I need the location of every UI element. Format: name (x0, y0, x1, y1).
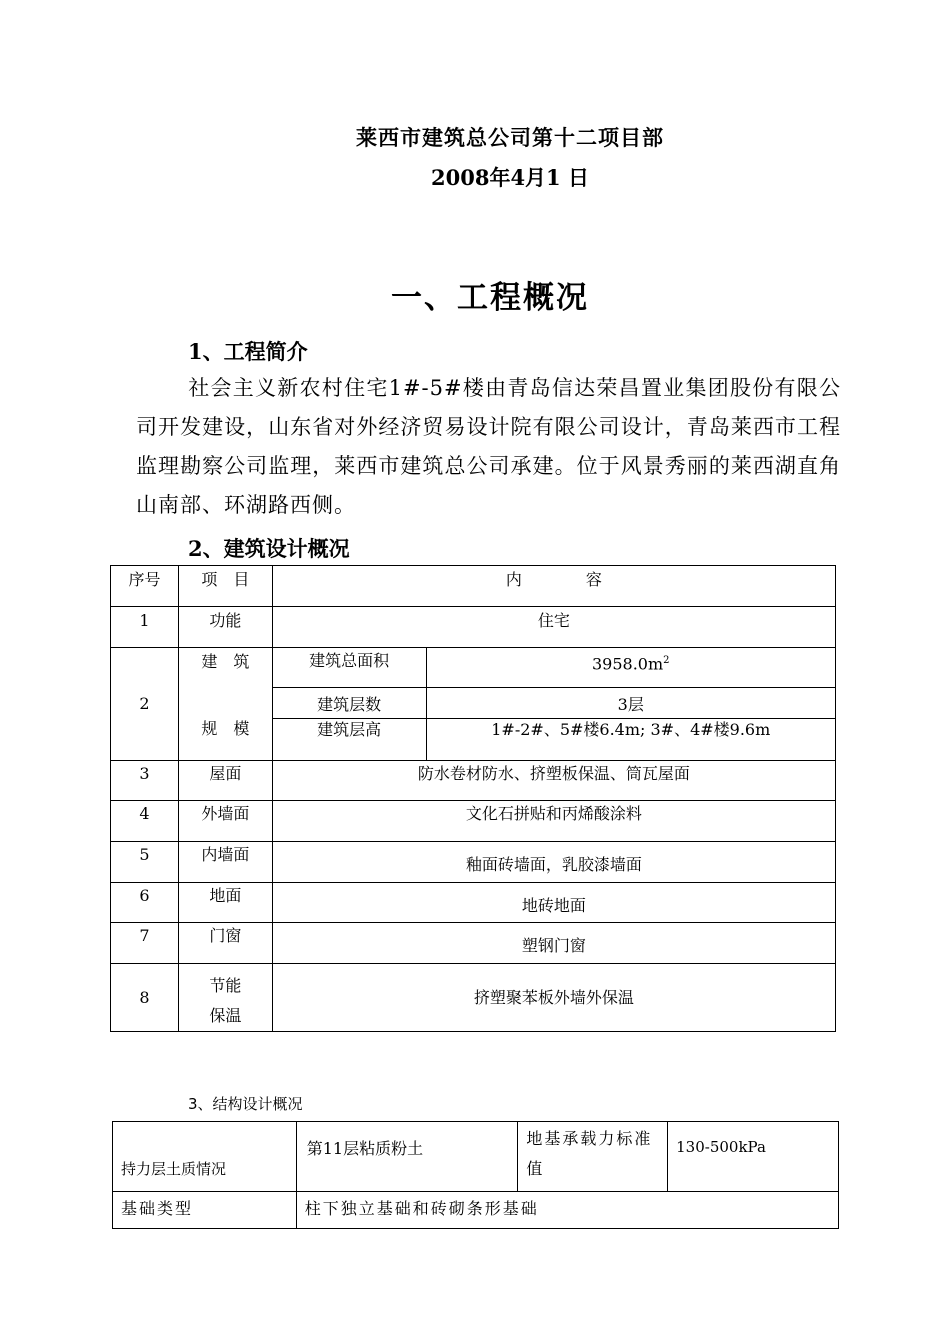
sub-label: 建筑层高 (272, 719, 426, 761)
table-row (111, 607, 836, 648)
row-no: 4 (111, 801, 179, 842)
sub-label: 建筑总面积 (272, 648, 426, 688)
foundation-type-value: 柱下独立基础和砖砌条形基础 (296, 1192, 838, 1229)
row-content: 挤塑聚苯板外墙外保温 (272, 964, 835, 1032)
item-bottom-label: 保温 (209, 1006, 242, 1025)
company-name: 莱西市建筑总公司第十二项目部 (356, 125, 664, 150)
row-item: 地面 (178, 883, 272, 923)
header-no: 序号 (111, 566, 179, 607)
area-value: 3958.0m (592, 654, 664, 674)
row-item-scale (178, 648, 272, 761)
row-no: 1 (111, 607, 179, 648)
bearing-capacity-label: 地基承载力标准值 (518, 1122, 668, 1192)
row-item: 屋面 (178, 761, 272, 801)
table-header-row (111, 566, 836, 607)
header-item: 项 目 (178, 566, 272, 607)
row-item: 门窗 (178, 923, 272, 964)
row-item: 外墙面 (178, 801, 272, 842)
architectural-design-table (110, 565, 836, 1032)
row-no: 2 (111, 648, 179, 761)
row-content: 塑钢门窗 (272, 923, 835, 964)
bearing-capacity-value: 130-500kPa (668, 1122, 839, 1192)
row-item: 功能 (178, 607, 272, 648)
row-no: 5 (111, 842, 179, 883)
row-item-energy (178, 964, 272, 1032)
row-no: 7 (111, 923, 179, 964)
sub-value: 3层 (426, 688, 835, 719)
sub-value (426, 648, 835, 688)
row-item: 内墙面 (178, 842, 272, 883)
table-row (111, 801, 836, 842)
bearing-layer-label: 持力层土质情况 (113, 1122, 297, 1192)
section-1-title: 1、工程简介 (188, 339, 308, 364)
table-row (111, 883, 836, 923)
sub-value: 1#-2#、5#楼6.4m; 3#、4#楼9.6m (426, 719, 835, 761)
row-no: 6 (111, 883, 179, 923)
header-content: 内 容 (272, 566, 835, 607)
table-row (111, 923, 836, 964)
section-2-title: 2、建筑设计概况 (188, 536, 350, 561)
project-intro-text: 社会主义新农村住宅1#-5#楼由青岛信达荣昌置业集团股份有限公司开发建设，山东省对外经济贸易设计院有限公司设计，青岛莱西市工程监理勘察公司监理，莱西市建筑总公司承建。位于风景秀丽的莱西湖直角山南部、环湖路西侧。 (136, 376, 841, 517)
row-content: 住宅 (272, 607, 835, 648)
row-content: 文化石拼贴和丙烯酸涂料 (272, 801, 835, 842)
area-unit-superscript: 2 (663, 655, 670, 666)
item-top-label: 节能 (209, 976, 242, 995)
sub-label: 建筑层数 (272, 688, 426, 719)
soil-value: 第11层粘质粉土 (296, 1122, 518, 1192)
item-bottom-label: 规 模 (201, 719, 250, 738)
structural-design-table (112, 1121, 839, 1229)
row-content: 防水卷材防水、挤塑板保温、筒瓦屋面 (272, 761, 835, 801)
chapter-title: 一、工程概况 (391, 280, 589, 316)
row-no: 8 (111, 964, 179, 1032)
row-no: 3 (111, 761, 179, 801)
row-content: 釉面砖墙面，乳胶漆墙面 (272, 842, 835, 883)
item-top-label: 建 筑 (201, 652, 250, 671)
table-row (111, 842, 836, 883)
table-row (113, 1122, 839, 1192)
table-row (111, 761, 836, 801)
table-row (113, 1192, 839, 1229)
document-date: 2008年4月1 日 (431, 165, 589, 190)
row-content: 地砖地面 (272, 883, 835, 923)
foundation-type-label: 基础类型 (113, 1192, 297, 1229)
section-3-title: 3、结构设计概况 (188, 1095, 303, 1113)
table-row (111, 648, 836, 688)
table-row (111, 964, 836, 1032)
project-intro-paragraph (136, 369, 841, 525)
